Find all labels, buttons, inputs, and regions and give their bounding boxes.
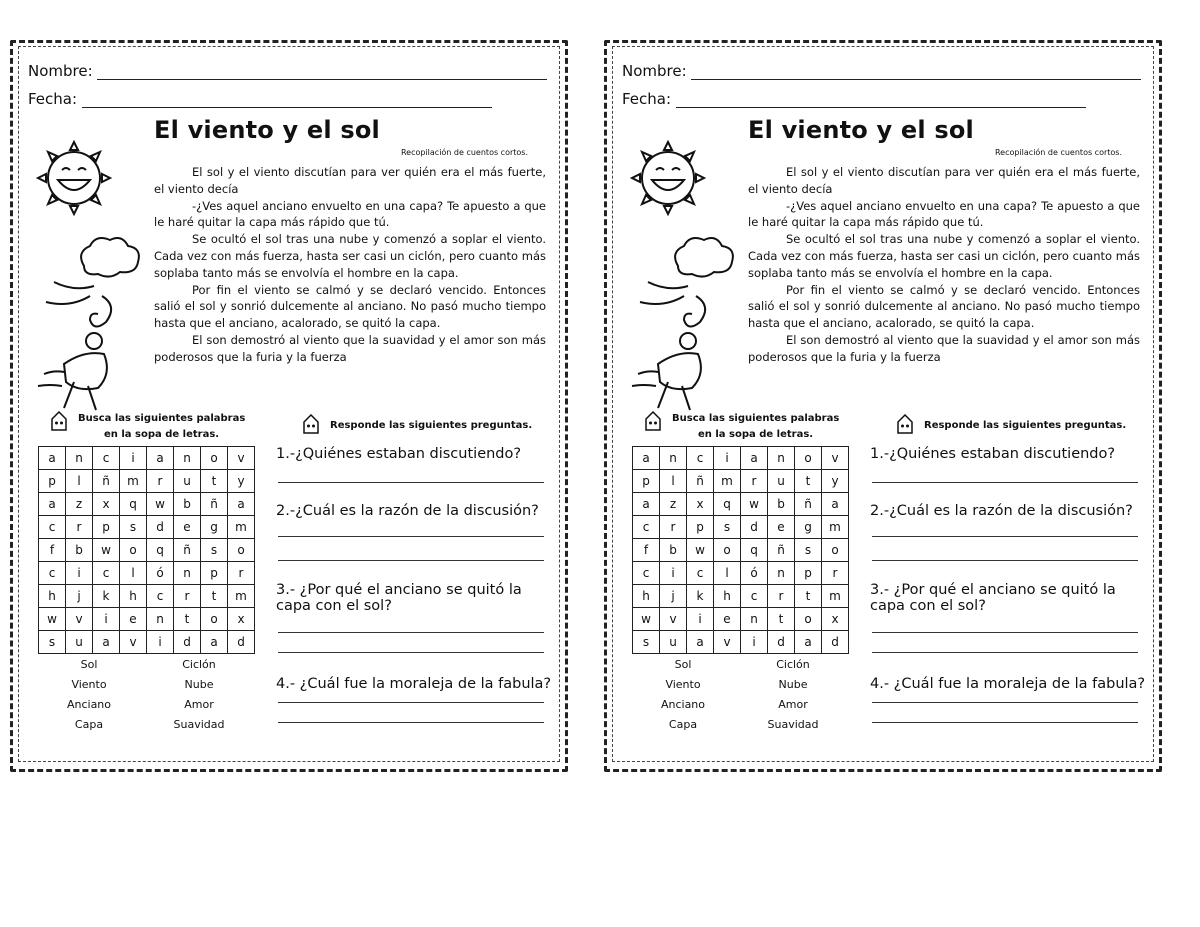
answer-line <box>278 536 544 537</box>
grid-row <box>633 608 849 631</box>
grid-cell: i <box>93 608 120 631</box>
grid-cell: c <box>633 516 660 539</box>
story-text <box>748 164 1140 366</box>
grid-cell: s <box>795 539 822 562</box>
grid-cell: r <box>147 470 174 493</box>
story-text <box>154 164 546 366</box>
grid-cell: t <box>201 470 228 493</box>
grid-cell: p <box>795 562 822 585</box>
grid-cell: r <box>66 516 93 539</box>
grid-cell: c <box>147 585 174 608</box>
grid-cell: i <box>714 447 741 470</box>
story-paragraph: Por fin el viento se calmó y se declaró vencido. Entonces salió el sol y sonrió dulcemente al anciano. No pasó mucho tiempo hasta que el anciano, acalorado, se quitó la capa. <box>154 282 546 331</box>
grid-cell: u <box>174 470 201 493</box>
date-field <box>28 90 492 108</box>
pencil-face-icon <box>896 414 914 434</box>
grid-cell: n <box>660 447 687 470</box>
grid-cell: o <box>795 447 822 470</box>
word-item: Capa <box>668 718 698 731</box>
grid-cell: l <box>66 470 93 493</box>
grid-row <box>39 447 255 470</box>
grid-cell: n <box>174 447 201 470</box>
grid-cell: ñ <box>93 470 120 493</box>
grid-cell: a <box>795 631 822 654</box>
worksheet-page <box>4 36 574 776</box>
grid-cell: a <box>93 631 120 654</box>
grid-cell: q <box>714 493 741 516</box>
worksheet-page <box>598 36 1168 776</box>
word-item: Anciano <box>66 698 112 711</box>
answer-line <box>278 632 544 633</box>
grid-cell: q <box>741 539 768 562</box>
grid-cell: ñ <box>201 493 228 516</box>
answer-line <box>872 536 1138 537</box>
grid-cell: w <box>687 539 714 562</box>
grid-cell: a <box>633 447 660 470</box>
grid-cell: n <box>66 447 93 470</box>
grid-cell: ñ <box>687 470 714 493</box>
grid-cell: t <box>795 470 822 493</box>
question-1: 1.-¿Quiénes estaban discutiendo? <box>870 446 1116 462</box>
grid-cell: h <box>39 585 66 608</box>
sun-icon <box>38 142 110 214</box>
word-search-grid <box>632 446 849 654</box>
grid-cell: a <box>39 493 66 516</box>
grid-cell: ñ <box>768 539 795 562</box>
question-3: 3.- ¿Por qué el anciano se quitó la capa con el sol? <box>276 582 522 614</box>
story-paragraph: El sol y el viento discutían para ver quién era el más fuerte, el viento decía <box>748 165 1140 196</box>
answer-line <box>872 482 1138 483</box>
grid-cell: i <box>687 608 714 631</box>
name-field <box>28 62 547 80</box>
search-heading-line-2: en la sopa de letras. <box>104 429 220 440</box>
grid-row <box>633 562 849 585</box>
date-field <box>622 90 1086 108</box>
question-4: 4.- ¿Cuál fue la moraleja de la fabula? <box>870 676 1146 692</box>
answer-line <box>872 722 1138 723</box>
grid-cell: o <box>120 539 147 562</box>
word-item: Ciclón <box>776 658 810 671</box>
question-2: 2.-¿Cuál es la razón de la discusión? <box>276 503 539 519</box>
question-4: 4.- ¿Cuál fue la moraleja de la fabula? <box>276 676 552 692</box>
pencil-face-icon <box>644 411 662 431</box>
grid-cell: ó <box>147 562 174 585</box>
grid-cell: a <box>147 447 174 470</box>
illustrations <box>618 136 753 416</box>
grid-cell: f <box>39 539 66 562</box>
grid-cell: d <box>768 631 795 654</box>
grid-cell: t <box>174 608 201 631</box>
grid-row <box>39 608 255 631</box>
grid-row <box>633 631 849 654</box>
grid-cell: t <box>768 608 795 631</box>
grid-row <box>39 470 255 493</box>
grid-cell: m <box>228 585 255 608</box>
grid-row <box>633 493 849 516</box>
date-line <box>676 93 1086 108</box>
grid-cell: c <box>633 562 660 585</box>
grid-cell: r <box>660 516 687 539</box>
grid-cell: s <box>39 631 66 654</box>
grid-cell: n <box>768 447 795 470</box>
grid-cell: o <box>201 608 228 631</box>
word-item: Amor <box>778 698 808 711</box>
answer-line <box>278 482 544 483</box>
story-title: El viento y el sol <box>154 116 380 144</box>
grid-cell: r <box>228 562 255 585</box>
story-paragraph: El son demostró al viento que la suavidad y el amor son más poderosos que la furia y la fuerza <box>748 332 1140 364</box>
story-paragraph: Se ocultó el sol tras una nube y comenzó a soplar el viento. Cada vez con más fuerza, hasta ser casi un ciclón, pero cuanto más soplaba tanto más se envolvía el hombre en la capa. <box>748 232 1140 280</box>
grid-cell: n <box>147 608 174 631</box>
answer-line <box>872 702 1138 703</box>
grid-cell: l <box>120 562 147 585</box>
grid-cell: i <box>741 631 768 654</box>
grid-cell: k <box>687 585 714 608</box>
word-item: Capa <box>74 718 104 731</box>
question-3: 3.- ¿Por qué el anciano se quitó la capa con el sol? <box>870 582 1116 614</box>
grid-cell: a <box>228 493 255 516</box>
grid-cell: r <box>741 470 768 493</box>
question-1: 1.-¿Quiénes estaban discutiendo? <box>276 446 522 462</box>
grid-cell: ñ <box>174 539 201 562</box>
word-item: Suavidad <box>173 718 225 731</box>
grid-row <box>633 516 849 539</box>
grid-cell: f <box>633 539 660 562</box>
name-line <box>691 65 1141 80</box>
grid-cell: s <box>120 516 147 539</box>
grid-cell: e <box>174 516 201 539</box>
grid-cell: c <box>39 516 66 539</box>
old-man-icon <box>38 333 107 410</box>
grid-cell: c <box>741 585 768 608</box>
grid-cell: v <box>714 631 741 654</box>
grid-cell: k <box>93 585 120 608</box>
old-man-icon <box>632 333 701 410</box>
grid-cell: u <box>660 631 687 654</box>
grid-cell: ñ <box>795 493 822 516</box>
grid-cell: x <box>687 493 714 516</box>
story-paragraph: El sol y el viento discutían para ver quién era el más fuerte, el viento decía <box>154 165 546 196</box>
grid-cell: i <box>660 562 687 585</box>
search-heading-line-1: Busca las siguientes palabras <box>672 413 840 424</box>
search-heading-line-2: en la sopa de letras. <box>698 429 814 440</box>
grid-cell: d <box>741 516 768 539</box>
name-label: Nombre: <box>622 62 687 80</box>
grid-cell: c <box>93 447 120 470</box>
word-search-grid <box>38 446 255 654</box>
story-paragraph: -¿Ves aquel anciano envuelto en una capa? Te apuesto a que le haré quitar la capa más rápido que tú. <box>154 198 546 230</box>
grid-cell: m <box>822 516 849 539</box>
grid-row <box>39 493 255 516</box>
grid-cell: c <box>687 562 714 585</box>
grid-row <box>39 585 255 608</box>
questions-heading: Responde las siguientes preguntas. <box>924 420 1127 431</box>
grid-cell: h <box>633 585 660 608</box>
grid-cell: a <box>687 631 714 654</box>
grid-cell: i <box>66 562 93 585</box>
question-2: 2.-¿Cuál es la razón de la discusión? <box>870 503 1133 519</box>
grid-cell: c <box>93 562 120 585</box>
grid-cell: b <box>768 493 795 516</box>
grid-cell: e <box>714 608 741 631</box>
grid-cell: w <box>633 608 660 631</box>
grid-row <box>633 585 849 608</box>
date-label: Fecha: <box>28 90 78 108</box>
story-paragraph: Se ocultó el sol tras una nube y comenzó a soplar el viento. Cada vez con más fuerza, hasta ser casi un ciclón, pero cuanto más soplaba tanto más se envolvía el hombre en la capa. <box>154 232 546 280</box>
grid-cell: g <box>795 516 822 539</box>
grid-cell: w <box>93 539 120 562</box>
grid-cell: q <box>147 539 174 562</box>
answer-line <box>278 702 544 703</box>
grid-cell: x <box>93 493 120 516</box>
questions-heading: Responde las siguientes preguntas. <box>330 420 533 431</box>
grid-cell: o <box>795 608 822 631</box>
grid-cell: n <box>768 562 795 585</box>
word-item: Ciclón <box>182 658 216 671</box>
story-paragraph: El son demostró al viento que la suavidad y el amor son más poderosos que la furia y la fuerza <box>154 332 546 364</box>
answer-line <box>278 560 544 561</box>
grid-cell: d <box>174 631 201 654</box>
word-item: Viento <box>665 678 701 691</box>
grid-cell: p <box>93 516 120 539</box>
grid-cell: s <box>714 516 741 539</box>
grid-cell: w <box>147 493 174 516</box>
sun-icon <box>632 142 704 214</box>
grid-cell: o <box>228 539 255 562</box>
grid-row <box>633 447 849 470</box>
answer-line <box>278 722 544 723</box>
name-field <box>622 62 1141 80</box>
grid-cell: q <box>120 493 147 516</box>
grid-cell: b <box>174 493 201 516</box>
date-label: Fecha: <box>622 90 672 108</box>
grid-cell: w <box>39 608 66 631</box>
grid-cell: l <box>660 470 687 493</box>
grid-row <box>39 516 255 539</box>
story-credit: Recopilación de cuentos cortos. <box>994 148 1122 157</box>
grid-cell: n <box>741 608 768 631</box>
grid-cell: m <box>120 470 147 493</box>
grid-cell: y <box>822 470 849 493</box>
word-item: Viento <box>71 678 107 691</box>
grid-cell: h <box>120 585 147 608</box>
grid-cell: h <box>714 585 741 608</box>
pencil-face-icon <box>302 414 320 434</box>
grid-cell: p <box>39 470 66 493</box>
grid-cell: e <box>768 516 795 539</box>
word-item: Nube <box>184 678 214 691</box>
illustrations <box>24 136 159 416</box>
grid-cell: j <box>660 585 687 608</box>
grid-cell: l <box>714 562 741 585</box>
grid-cell: v <box>660 608 687 631</box>
grid-cell: g <box>201 516 228 539</box>
grid-cell: v <box>228 447 255 470</box>
grid-row <box>633 539 849 562</box>
grid-cell: c <box>687 447 714 470</box>
grid-cell: u <box>66 631 93 654</box>
word-item: Amor <box>184 698 214 711</box>
grid-cell: s <box>201 539 228 562</box>
grid-cell: a <box>201 631 228 654</box>
grid-cell: e <box>120 608 147 631</box>
grid-cell: s <box>633 631 660 654</box>
grid-cell: a <box>741 447 768 470</box>
grid-row <box>39 539 255 562</box>
wind-cloud-icon <box>46 238 139 327</box>
search-heading-line-1: Busca las siguientes palabras <box>78 413 246 424</box>
grid-cell: x <box>822 608 849 631</box>
grid-cell: r <box>768 585 795 608</box>
word-item: Nube <box>778 678 808 691</box>
grid-cell: b <box>660 539 687 562</box>
grid-cell: v <box>66 608 93 631</box>
grid-cell: a <box>822 493 849 516</box>
story-paragraph: Por fin el viento se calmó y se declaró vencido. Entonces salió el sol y sonrió dulcemente al anciano. No pasó mucho tiempo hasta que el anciano, acalorado, se quitó la capa. <box>748 282 1140 331</box>
grid-cell: x <box>228 608 255 631</box>
grid-cell: t <box>201 585 228 608</box>
date-line <box>82 93 492 108</box>
story-title: El viento y el sol <box>748 116 974 144</box>
grid-cell: i <box>147 631 174 654</box>
grid-row <box>39 631 255 654</box>
grid-cell: c <box>39 562 66 585</box>
grid-cell: t <box>795 585 822 608</box>
grid-cell: o <box>714 539 741 562</box>
name-label: Nombre: <box>28 62 93 80</box>
grid-cell: p <box>687 516 714 539</box>
word-item: Anciano <box>660 698 706 711</box>
grid-cell: d <box>822 631 849 654</box>
grid-cell: r <box>822 562 849 585</box>
grid-cell: w <box>741 493 768 516</box>
name-line <box>97 65 547 80</box>
answer-line <box>872 632 1138 633</box>
word-item: Sol <box>674 658 692 671</box>
grid-cell: a <box>633 493 660 516</box>
word-item: Suavidad <box>767 718 819 731</box>
grid-cell: b <box>66 539 93 562</box>
grid-cell: n <box>174 562 201 585</box>
grid-cell: u <box>768 470 795 493</box>
wind-cloud-icon <box>640 238 733 327</box>
grid-cell: y <box>228 470 255 493</box>
grid-row <box>39 562 255 585</box>
grid-cell: j <box>66 585 93 608</box>
grid-cell: m <box>822 585 849 608</box>
story-paragraph: -¿Ves aquel anciano envuelto en una capa? Te apuesto a que le haré quitar la capa más rápido que tú. <box>748 198 1140 230</box>
grid-cell: m <box>228 516 255 539</box>
grid-cell: r <box>174 585 201 608</box>
answer-line <box>278 652 544 653</box>
word-item: Sol <box>80 658 98 671</box>
grid-cell: o <box>201 447 228 470</box>
grid-cell: a <box>39 447 66 470</box>
grid-cell: o <box>822 539 849 562</box>
grid-cell: p <box>633 470 660 493</box>
answer-line <box>872 652 1138 653</box>
grid-cell: m <box>714 470 741 493</box>
story-credit: Recopilación de cuentos cortos. <box>400 148 528 157</box>
grid-cell: v <box>120 631 147 654</box>
grid-cell: ó <box>741 562 768 585</box>
grid-row <box>633 470 849 493</box>
grid-cell: i <box>120 447 147 470</box>
pencil-face-icon <box>50 411 68 431</box>
grid-cell: z <box>66 493 93 516</box>
grid-cell: d <box>147 516 174 539</box>
grid-cell: d <box>228 631 255 654</box>
grid-cell: z <box>660 493 687 516</box>
grid-cell: p <box>201 562 228 585</box>
answer-line <box>872 560 1138 561</box>
grid-cell: v <box>822 447 849 470</box>
